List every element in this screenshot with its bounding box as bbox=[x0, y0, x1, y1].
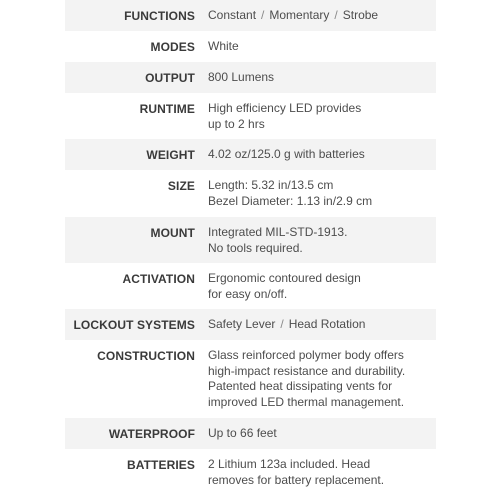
spec-value bbox=[208, 271, 361, 302]
spec-value-line: Up to 66 feet bbox=[208, 426, 277, 440]
spec-value-line: Ergonomic contoured design bbox=[208, 271, 361, 285]
spec-row-output bbox=[65, 62, 436, 93]
spec-row-size bbox=[65, 170, 436, 217]
spec-value bbox=[208, 225, 347, 256]
spec-label: MODES bbox=[150, 40, 195, 54]
spec-label: SIZE bbox=[167, 179, 195, 193]
spec-value-line: 2 Lithium 123a included. Head bbox=[208, 457, 371, 471]
spec-value-line: 4.02 oz/125.0 g with batteries bbox=[208, 147, 365, 161]
spec-value-line: improved LED thermal management. bbox=[208, 394, 405, 409]
function-strobe: Strobe bbox=[342, 8, 379, 22]
spec-value bbox=[208, 39, 239, 55]
spec-value-line: White bbox=[208, 39, 239, 53]
lockout-head-rotation: Head Rotation bbox=[288, 317, 366, 331]
spec-value-line: high-impact resistance and durability. bbox=[208, 363, 406, 378]
spec-value bbox=[208, 70, 274, 86]
spec-row-batteries bbox=[65, 449, 436, 499]
spec-value-line: 800 Lumens bbox=[208, 70, 275, 84]
spec-row-runtime bbox=[65, 93, 436, 139]
spec-table bbox=[65, 0, 436, 500]
spec-label: CONSTRUCTION bbox=[97, 349, 195, 363]
function-constant: Constant bbox=[208, 8, 257, 22]
function-momentary: Momentary bbox=[269, 8, 330, 22]
spec-row-weight bbox=[65, 139, 436, 170]
spec-label: RUNTIME bbox=[139, 102, 195, 116]
spec-value-line: Patented heat dissipating vents for bbox=[208, 379, 393, 393]
spec-value-line: Bezel Diameter: 1.13 in/2.9 cm bbox=[208, 193, 373, 208]
spec-value bbox=[208, 101, 361, 132]
spec-label: OUTPUT bbox=[145, 71, 195, 85]
spec-label: LOCKOUT SYSTEMS bbox=[73, 318, 195, 332]
spec-value bbox=[208, 317, 365, 333]
lockout-safety-lever: Safety Lever bbox=[208, 317, 276, 331]
spec-value-line: High efficiency LED provides bbox=[208, 101, 362, 115]
separator: / bbox=[334, 8, 338, 22]
spec-label: BATTERIES bbox=[126, 458, 195, 472]
spec-row-construction bbox=[65, 340, 436, 418]
spec-value bbox=[208, 147, 365, 163]
separator: / bbox=[261, 8, 265, 22]
spec-value-line: up to 2 hrs bbox=[208, 116, 265, 131]
spec-value-line: Length: 5.32 in/13.5 cm bbox=[208, 178, 334, 192]
spec-value bbox=[208, 8, 378, 24]
spec-value bbox=[208, 426, 277, 442]
spec-label: WATERPROOF bbox=[108, 427, 195, 441]
spec-value-line: Glass reinforced polymer body offers bbox=[208, 348, 404, 362]
spec-value-line: No tools required. bbox=[208, 240, 303, 255]
spec-value-line: for easy on/off. bbox=[208, 286, 288, 301]
spec-row-modes bbox=[65, 31, 436, 62]
spec-label: FUNCTIONS bbox=[124, 9, 195, 23]
separator: / bbox=[280, 317, 284, 331]
spec-label: ACTIVATION bbox=[122, 272, 195, 286]
spec-row-activation bbox=[65, 263, 436, 309]
spec-label: MOUNT bbox=[150, 226, 195, 240]
spec-row-waterproof bbox=[65, 418, 436, 449]
spec-row-functions bbox=[65, 0, 436, 31]
spec-label: WEIGHT bbox=[146, 148, 195, 162]
spec-value bbox=[208, 178, 372, 209]
spec-row-mount bbox=[65, 217, 436, 263]
spec-value-line: removes for battery replacement. bbox=[208, 472, 385, 487]
spec-value bbox=[208, 457, 384, 488]
spec-value bbox=[208, 348, 405, 410]
spec-row-lockout-systems bbox=[65, 309, 436, 340]
spec-value-line: Integrated MIL-STD-1913. bbox=[208, 225, 348, 239]
